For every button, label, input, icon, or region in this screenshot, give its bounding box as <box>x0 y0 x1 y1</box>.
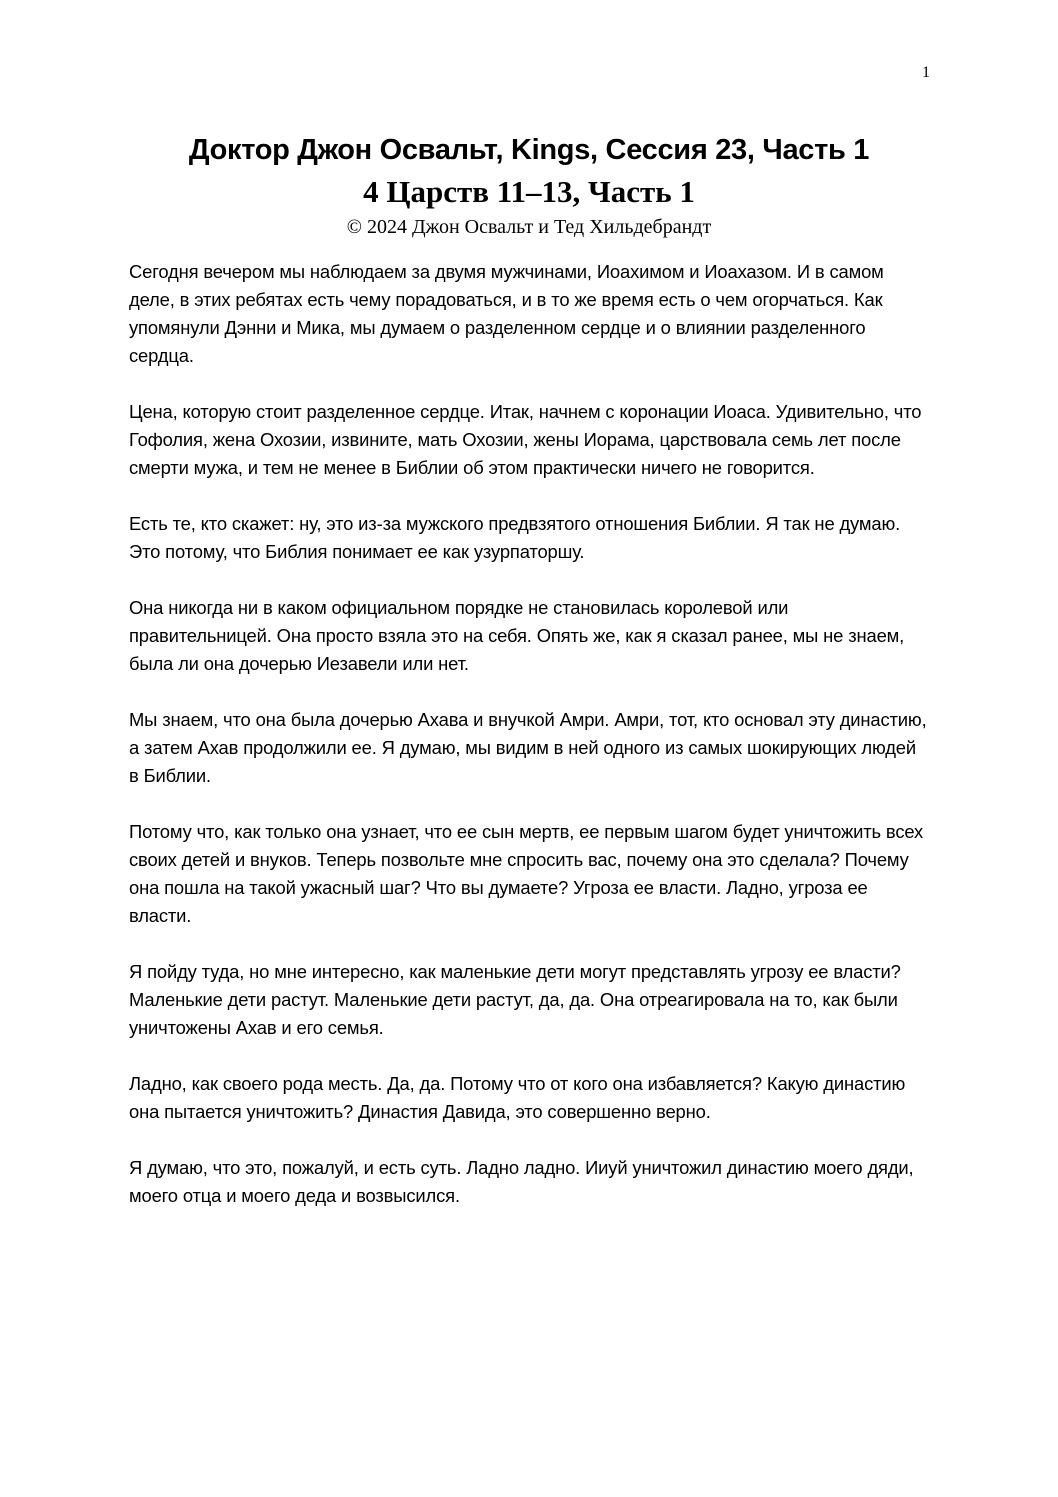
document-subtitle: 4 Царств 11–13, Часть 1 <box>363 174 695 209</box>
page-number: 1 <box>922 64 930 81</box>
copyright-line: © 2024 Джон Освальт и Тед Хильдебрандт <box>346 216 712 238</box>
document-title: Доктор Джон Освальт, Kings, Сессия 23, Часть 1 <box>188 134 870 166</box>
document-body <box>129 258 929 1238</box>
paragraph: Есть те, кто скажет: ну, это из-за мужского предвзятого отношения Библии. Я так не думаю. Это потому, что Библия понимает ее как узурпаторшу. <box>129 513 901 562</box>
paragraph: Цена, которую стоит разделенное сердце. Итак, начнем с коронации Иоаса. Удивительно, что Гофолия, жена Охозии, извините, мать Охозии, жены Иорама, царствовала семь лет после смерти мужа, и тем не менее в Библии об этом практически ничего не говорится. <box>129 401 922 478</box>
paragraph: Я пойду туда, но мне интересно, как маленькие дети могут представлять угрозу ее власти? Маленькие дети растут. Маленькие дети растут, да, да. Она отреагировала на то, как были уничтожены Ахав и его семья. <box>129 961 901 1038</box>
paragraph: Она никогда ни в каком официальном порядке не становилась королевой или правительницей. Она просто взяла это на себя. Опять же, как я сказал ранее, мы не знаем, была ли она дочерью Иезавели или нет. <box>129 597 905 674</box>
paragraph: Ладно, как своего рода месть. Да, да. Потому что от кого она избавляется? Какую династию она пытается уничтожить? Династия Давида, это совершенно верно. <box>129 1073 906 1122</box>
paragraph: Я думаю, что это, пожалуй, и есть суть. Ладно ладно. Ииуй уничтожил династию моего дяди, моего отца и моего деда и возвысился. <box>129 1157 914 1206</box>
paragraph: Потому что, как только она узнает, что ее сын мертв, ее первым шагом будет уничтожить всех своих детей и внуков. Теперь позвольте мне спросить вас, почему она это сделала? Почему она пошла на такой ужасный шаг? Что вы думаете? Угроза ее власти. Ладно, угроза ее власти. <box>129 821 924 926</box>
paragraph: Мы знаем, что она была дочерью Ахава и внучкой Амри. Амри, тот, кто основал эту династию, а затем Ахав продолжили ее. Я думаю, мы видим в ней одного из самых шокирующих людей в Библии. <box>129 709 927 786</box>
paragraph: Сегодня вечером мы наблюдаем за двумя мужчинами, Иоахимом и Иоахазом. И в самом деле, в этих ребятах есть чему порадоваться, и в то же время есть о чем огорчаться. Как упомянули Дэнни и Мика, мы думаем о разделенном сердце и о влиянии разделенного сердца. <box>129 261 884 366</box>
